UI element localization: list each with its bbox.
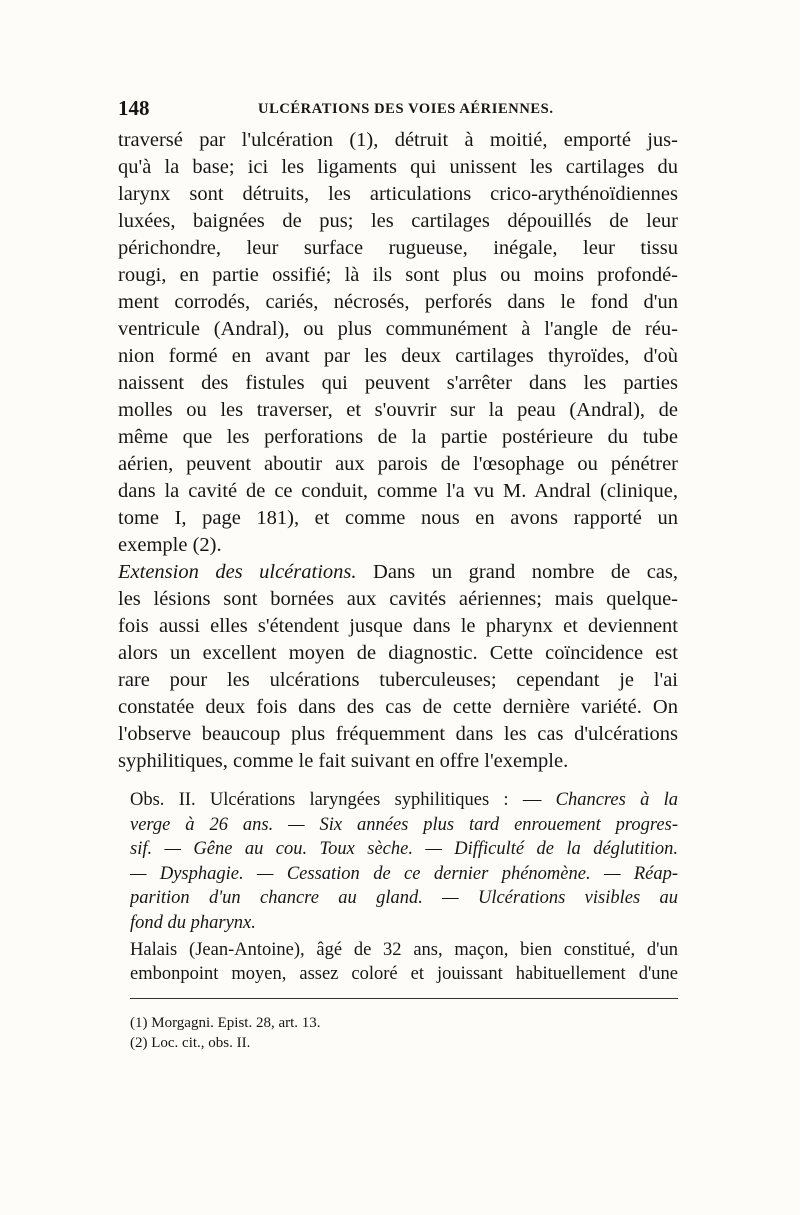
text-line: ment corrodés, cariés, nécrosés, perforés dans le fond d'un: [118, 291, 678, 313]
observation-label: Obs. II.: [130, 790, 196, 810]
text-line: constatée deux fois dans des cas de cette dernière variété. On: [118, 696, 678, 718]
text-line: fois aussi elles s'étendent jusque dans le pharynx et deviennent: [118, 615, 678, 637]
footnote: (1) Morgagni. Epist. 28, art. 13.: [130, 1015, 321, 1031]
text-line: rare pour les ulcérations tuberculeuses; cependant je l'ai: [118, 669, 678, 691]
text-line: embonpoint moyen, assez coloré et jouissant habituellement d'une: [130, 964, 678, 984]
text-line: tome I, page 181), et comme nous en avons rapporté un: [118, 507, 678, 529]
text-line: les lésions sont bornées aux cavités aériennes; mais quelque-: [118, 588, 678, 610]
text-line: aérien, peuvent aboutir aux parois de l'œsophage ou pénétrer: [118, 453, 678, 475]
text-line: syphilitiques, comme le fait suivant en offre l'exemple.: [118, 750, 569, 772]
running-head: ULCÉRATIONS DES VOIES AÉRIENNES.: [258, 101, 554, 117]
observation-title: verge à 26 ans. — Six années plus tard enrouement progres-: [130, 814, 678, 835]
text-line: rougi, en partie ossifié; là ils sont plus ou moins profondé-: [118, 264, 678, 286]
text-line: ventricule (Andral), ou plus communément à l'angle de réu-: [118, 318, 678, 340]
text-line: même que les perforations de la partie postérieure du tube: [118, 426, 678, 448]
extension-first-line: [118, 559, 678, 586]
text-line: exemple (2).: [118, 534, 222, 556]
extension-heading: Extension des ulcérations.: [118, 561, 357, 583]
observation-heading: [130, 788, 678, 935]
footnotes: [130, 1013, 678, 1053]
observation-title: Chancres à la: [555, 790, 678, 810]
observation-title: fond du pharynx.: [130, 912, 256, 933]
text-line: l'observe beaucoup plus fréquemment dans les cas d'ulcérations: [118, 723, 678, 745]
text-line: naissent des fistules qui peuvent s'arrêter dans les parties: [118, 372, 678, 394]
text-line: dans la cavité de ce conduit, comme l'a vu M. Andral (clinique,: [118, 480, 678, 502]
text-line: luxées, baignées de pus; les cartilages dépouillés de leur: [118, 210, 678, 232]
case-text: [130, 938, 678, 986]
text-line: périchondre, leur surface rugueuse, inégale, leur tissu: [118, 237, 678, 259]
footnote: (2) Loc. cit., obs. II.: [130, 1035, 251, 1051]
text-line: traversé par l'ulcération (1), détruit à moitié, emporté jus-: [118, 129, 678, 151]
page-header: [118, 96, 678, 122]
page-number: 148: [118, 96, 150, 120]
text-line: Halais (Jean-Antoine), âgé de 32 ans, maçon, bien constitué, d'un: [130, 940, 678, 960]
observation-title: parition d'un chancre au gland. — Ulcérations visibles au: [130, 888, 678, 908]
main-text: [118, 127, 678, 775]
text-line: alors un excellent moyen de diagnostic. Cette coïncidence est: [118, 642, 678, 664]
text-line: qu'à la base; ici les ligaments qui unissent les cartilages du: [118, 156, 678, 178]
observation-title: sif. — Gêne au cou. Toux sèche. — Difficulté de la déglutition.: [130, 839, 678, 859]
observation-title: — Dysphagie. — Cessation de ce dernier phénomène. — Réap-: [130, 863, 678, 884]
observation-first-line: [130, 788, 678, 813]
footnote-divider: [130, 998, 678, 999]
text-line: molles ou les traverser, et s'ouvrir sur la peau (Andral), de: [118, 399, 678, 421]
text-line: larynx sont détruits, les articulations crico-arythénoïdiennes: [118, 183, 678, 205]
observation-title-start: Ulcérations laryngées syphilitiques : —: [209, 790, 542, 810]
text-line: nion formé en avant par les deux cartilages thyroïdes, d'où: [118, 345, 678, 367]
extension-text: Dans un grand nombre de cas,: [373, 561, 678, 583]
